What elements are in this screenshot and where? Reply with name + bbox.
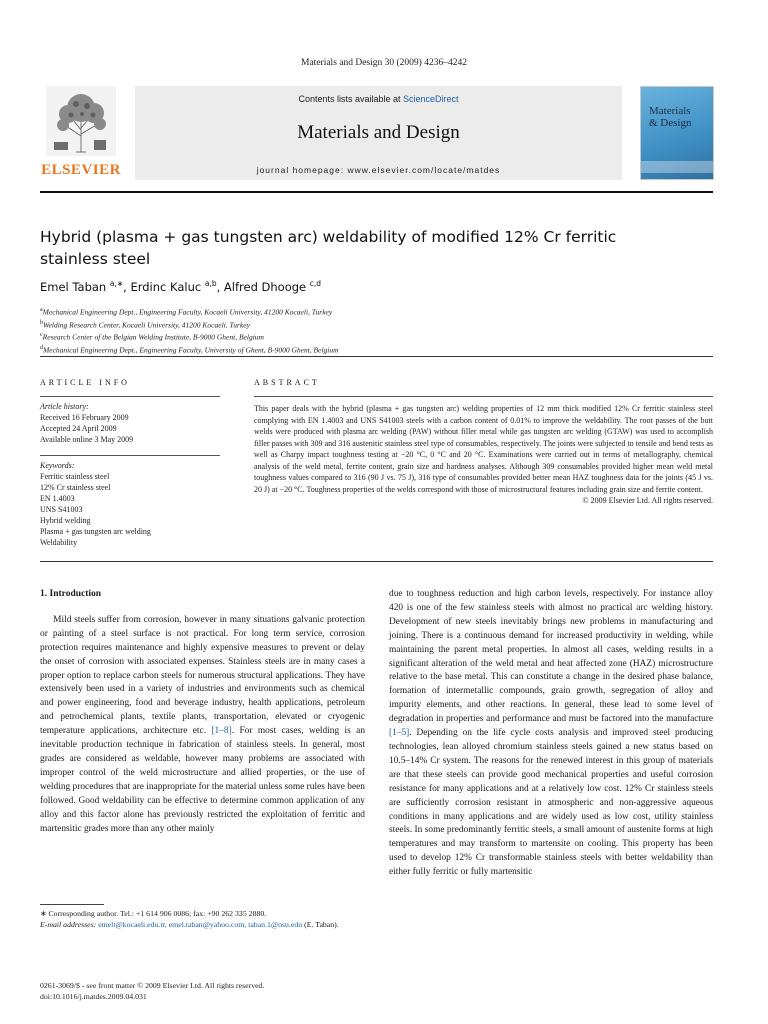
email-note — [40, 919, 365, 930]
keyword: Hybrid welding — [40, 516, 91, 525]
article-info-heading: ARTICLE INFO — [40, 378, 130, 387]
body-paragraph: Mild steels suffer from corrosion, however in many situations galvanic protection or painting of a steel surface is not practical. For long term service, corrosion protection requires maintenance and highly expensive measures to prevent or delay the onset of corrosion with associated expenses. Stainless steels are in many cases a proper option to replace carbon steels for numerous structural applications. They have extensively been used in a variety of industries and environments such as chemical and power engineering, food and beverage industry, health applications, petroleum and petrochemical plants, textile plants, transportation, elevated or cryogenic temperature applications, architecture etc. [1–8]. For most cases, welding is an inevitable production technique in fabrication of stainless steels. In general, most grades are considered as weldable, however many problems are associated with improper control of the weld microstructure and allied properties, or the use of welding procedures that are inappropriate for the material unless some rules have been followed. Good weldability can be effective to determine common application of any alloy and this factor alone has previously restricted the exploitation of ferritic and martensitic grades more than any other mainly — [40, 614, 366, 834]
abstract-body — [254, 403, 713, 507]
journal-citation: Materials and Design 30 (2009) 4236–4242 — [301, 58, 467, 68]
footnote — [40, 908, 365, 930]
keyword: Ferritic stainless steel — [40, 472, 110, 481]
elsevier-logo[interactable] — [40, 86, 122, 180]
author-affil-mark: a,b — [204, 279, 217, 288]
abstract-text: This paper deals with the hybrid (plasma + gas tungsten arc) welding properties of 12 mm thick modified 12% Cr ferritic stainless steel complying with EN 1.4003 and UNS S41003 steels with a carbon content of 0.01% to improve the weldability. The root passes of the butt welds were produced with plasma arc welding (PAW) without filler metal while gas tungsten arc welding (GTAW) was used to accomplish filler passes with 309 and 316 austenitic stainless steel type of consumables, respectively. The joints were subjected to tensile and bend tests as well as Charpy impact toughness testing at −20 °C, 0 °C and 20 °C. Examinations were carried out in terms of metallography, chemical analysis of the weld metal, ferrite content, grain size and hardness analyses. Although 309 consumables provided higher mean weld metal toughness values compared to 316 (90 J vs. 75 J), 316 type of consumables provided better mean HAZ toughness data for the joints (45 J vs. 20 J) at −20 °C. Toughness properties of the welds correspond with those of microstructural features including grain size and ferrite content. — [254, 404, 713, 494]
article-history-label: Article history: — [40, 402, 89, 411]
footnote-rule — [40, 904, 104, 905]
front-matter — [40, 980, 440, 1002]
author-name[interactable]: Emel Taban — [40, 279, 107, 294]
citation-link[interactable]: [1–8] — [211, 726, 232, 737]
paper-title-line: stainless steel — [40, 250, 151, 268]
article-history — [40, 401, 220, 445]
contents-prefix: Contents lists available at — [298, 94, 404, 104]
keyword: EN 1.4003 — [40, 494, 75, 503]
keyword: UNS S41003 — [40, 505, 83, 514]
abstract-copyright: © 2009 Elsevier Ltd. All rights reserved. — [582, 496, 713, 505]
author-affil-mark: c,d — [309, 279, 322, 288]
contents-line — [135, 94, 622, 104]
affiliation: $^d$Mechanical Engineering Dept., Engineering Faculty, University of Ghent, B-9000 Ghent, Belgium — [40, 344, 339, 354]
citation-link[interactable]: [1–5] — [389, 728, 410, 739]
keywords — [40, 460, 220, 548]
issn-line: 0261-3069/$ - see front matter © 2009 Elsevier Ltd. All rights reserved. — [40, 981, 265, 990]
affiliation: $^c$Research Center of the Belgian Welding Institute, B-9000 Ghent, Belgium — [40, 332, 264, 342]
author-affil-mark: a,∗ — [109, 279, 124, 288]
affiliation-list — [40, 305, 339, 355]
cover-title-line: Materials — [649, 105, 691, 117]
paper-title-line: Hybrid (plasma + gas tungsten arc) weldability of modified 12% Cr ferritic — [40, 228, 617, 246]
affiliation: $^a$Mechanical Engineering Dept., Engineering Faculty, Kocaeli University, 41200 Kocaeli, Turkey — [40, 307, 333, 317]
cover-title — [649, 105, 691, 129]
journal-homepage[interactable]: journal homepage: www.elsevier.com/locate/matdes — [256, 165, 501, 175]
body-paragraph: due to toughness reduction and high carbon levels, respectively. For instance alloy 420 is one of the few stainless steels with almost no practical arc welding history. Development of new steels inevitably brings new problems in manufacturing and joining. There is a continuous demand for increased productivity in welding, while maintaining the parent metal properties. In almost all cases, welding results in a significant alteration of the weld metal and heat affected zone (HAZ) microstructure relative to the base metal. This can constitute a change in the desired phase balance, formation of intermetallic compounds, grain growth, segregation of alloy and impurity elements, and other reactions. In general, these lead to some level of degradation in properties and performance and must be factored into the manufacture [1–5]. Depending on the life cycle costs analysis and improved steel producing technologies, lean alloyed chromium stainless steels gained a new status based on 10.5–14% Cr system. The reasons for the renewed interest in this group of materials are that these steels can provide good mechanical properties and useful corrosion resistance for many applications and at a relatively low cost. 12% Cr stainless steels are sufficiently corrosion resistant in atmospheric and non-aggressive aqueous conditions in many applications and are widely used as low cost, utility stainless steels. In some predominantly ferritic steels, a small amount of austenite forms at high temperatures and may transform to martensite on cooling. This property has been used to develop 12% Cr transformable stainless steels with better weldability than either fully ferritic or fully martensitic — [389, 589, 713, 878]
paper-title — [40, 226, 680, 270]
title-block-divider — [40, 356, 713, 357]
doi-line[interactable]: doi:10.1016/j.matdes.2009.04.031 — [40, 992, 147, 1001]
cover-strip — [641, 161, 713, 173]
header-divider — [40, 191, 713, 193]
keyword: 12% Cr stainless steel — [40, 483, 111, 492]
keyword: Plasma + gas tungsten arc welding — [40, 527, 151, 536]
body-column-right — [389, 588, 713, 880]
author-separator: , — [216, 279, 224, 294]
history-item: Accepted 24 April 2009 — [40, 424, 117, 433]
abstract-divider — [40, 561, 713, 562]
keyword: Weldability — [40, 538, 78, 547]
journal-header-band — [135, 86, 622, 180]
affiliation: $^b$Welding Research Center, Kocaeli University, 41200 Kocaeli, Turkey — [40, 319, 250, 329]
author-name[interactable]: Alfred Dhooge — [223, 279, 307, 294]
article-info-rule — [40, 396, 220, 397]
abstract-heading: ABSTRACT — [254, 378, 320, 387]
author-separator: , — [123, 279, 131, 294]
corresponding-author-note: ∗ Corresponding author. Tel.: +1 614 906 0086; fax: +90 262 335 2880. — [40, 909, 267, 918]
sciencedirect-link[interactable]: ScienceDirect — [403, 94, 459, 104]
journal-cover-image — [640, 86, 714, 180]
section-heading-introduction: 1. Introduction — [40, 589, 102, 599]
elsevier-tree-icon — [46, 86, 116, 156]
email-suffix: (E. Taban). — [302, 920, 339, 929]
history-item: Received 16 February 2009 — [40, 413, 129, 422]
body-column-left — [40, 588, 365, 836]
author-list — [40, 279, 321, 294]
email-label: E-mail addresses: — [40, 920, 97, 929]
history-item: Available online 3 May 2009 — [40, 435, 134, 444]
publisher-name: ELSEVIER — [41, 162, 121, 178]
author-name[interactable]: Erdinc Kaluc — [130, 279, 202, 294]
journal-title: Materials and Design — [297, 122, 460, 143]
keywords-rule — [40, 455, 220, 456]
email-links[interactable]: emelt@kocaeli.edu.tr, emel.taban@yahoo.com, taban.1@osu.edu — [98, 920, 303, 929]
keywords-label: Keywords: — [40, 461, 75, 470]
cover-title-line: & Design — [649, 117, 692, 129]
abstract-rule — [254, 396, 713, 397]
